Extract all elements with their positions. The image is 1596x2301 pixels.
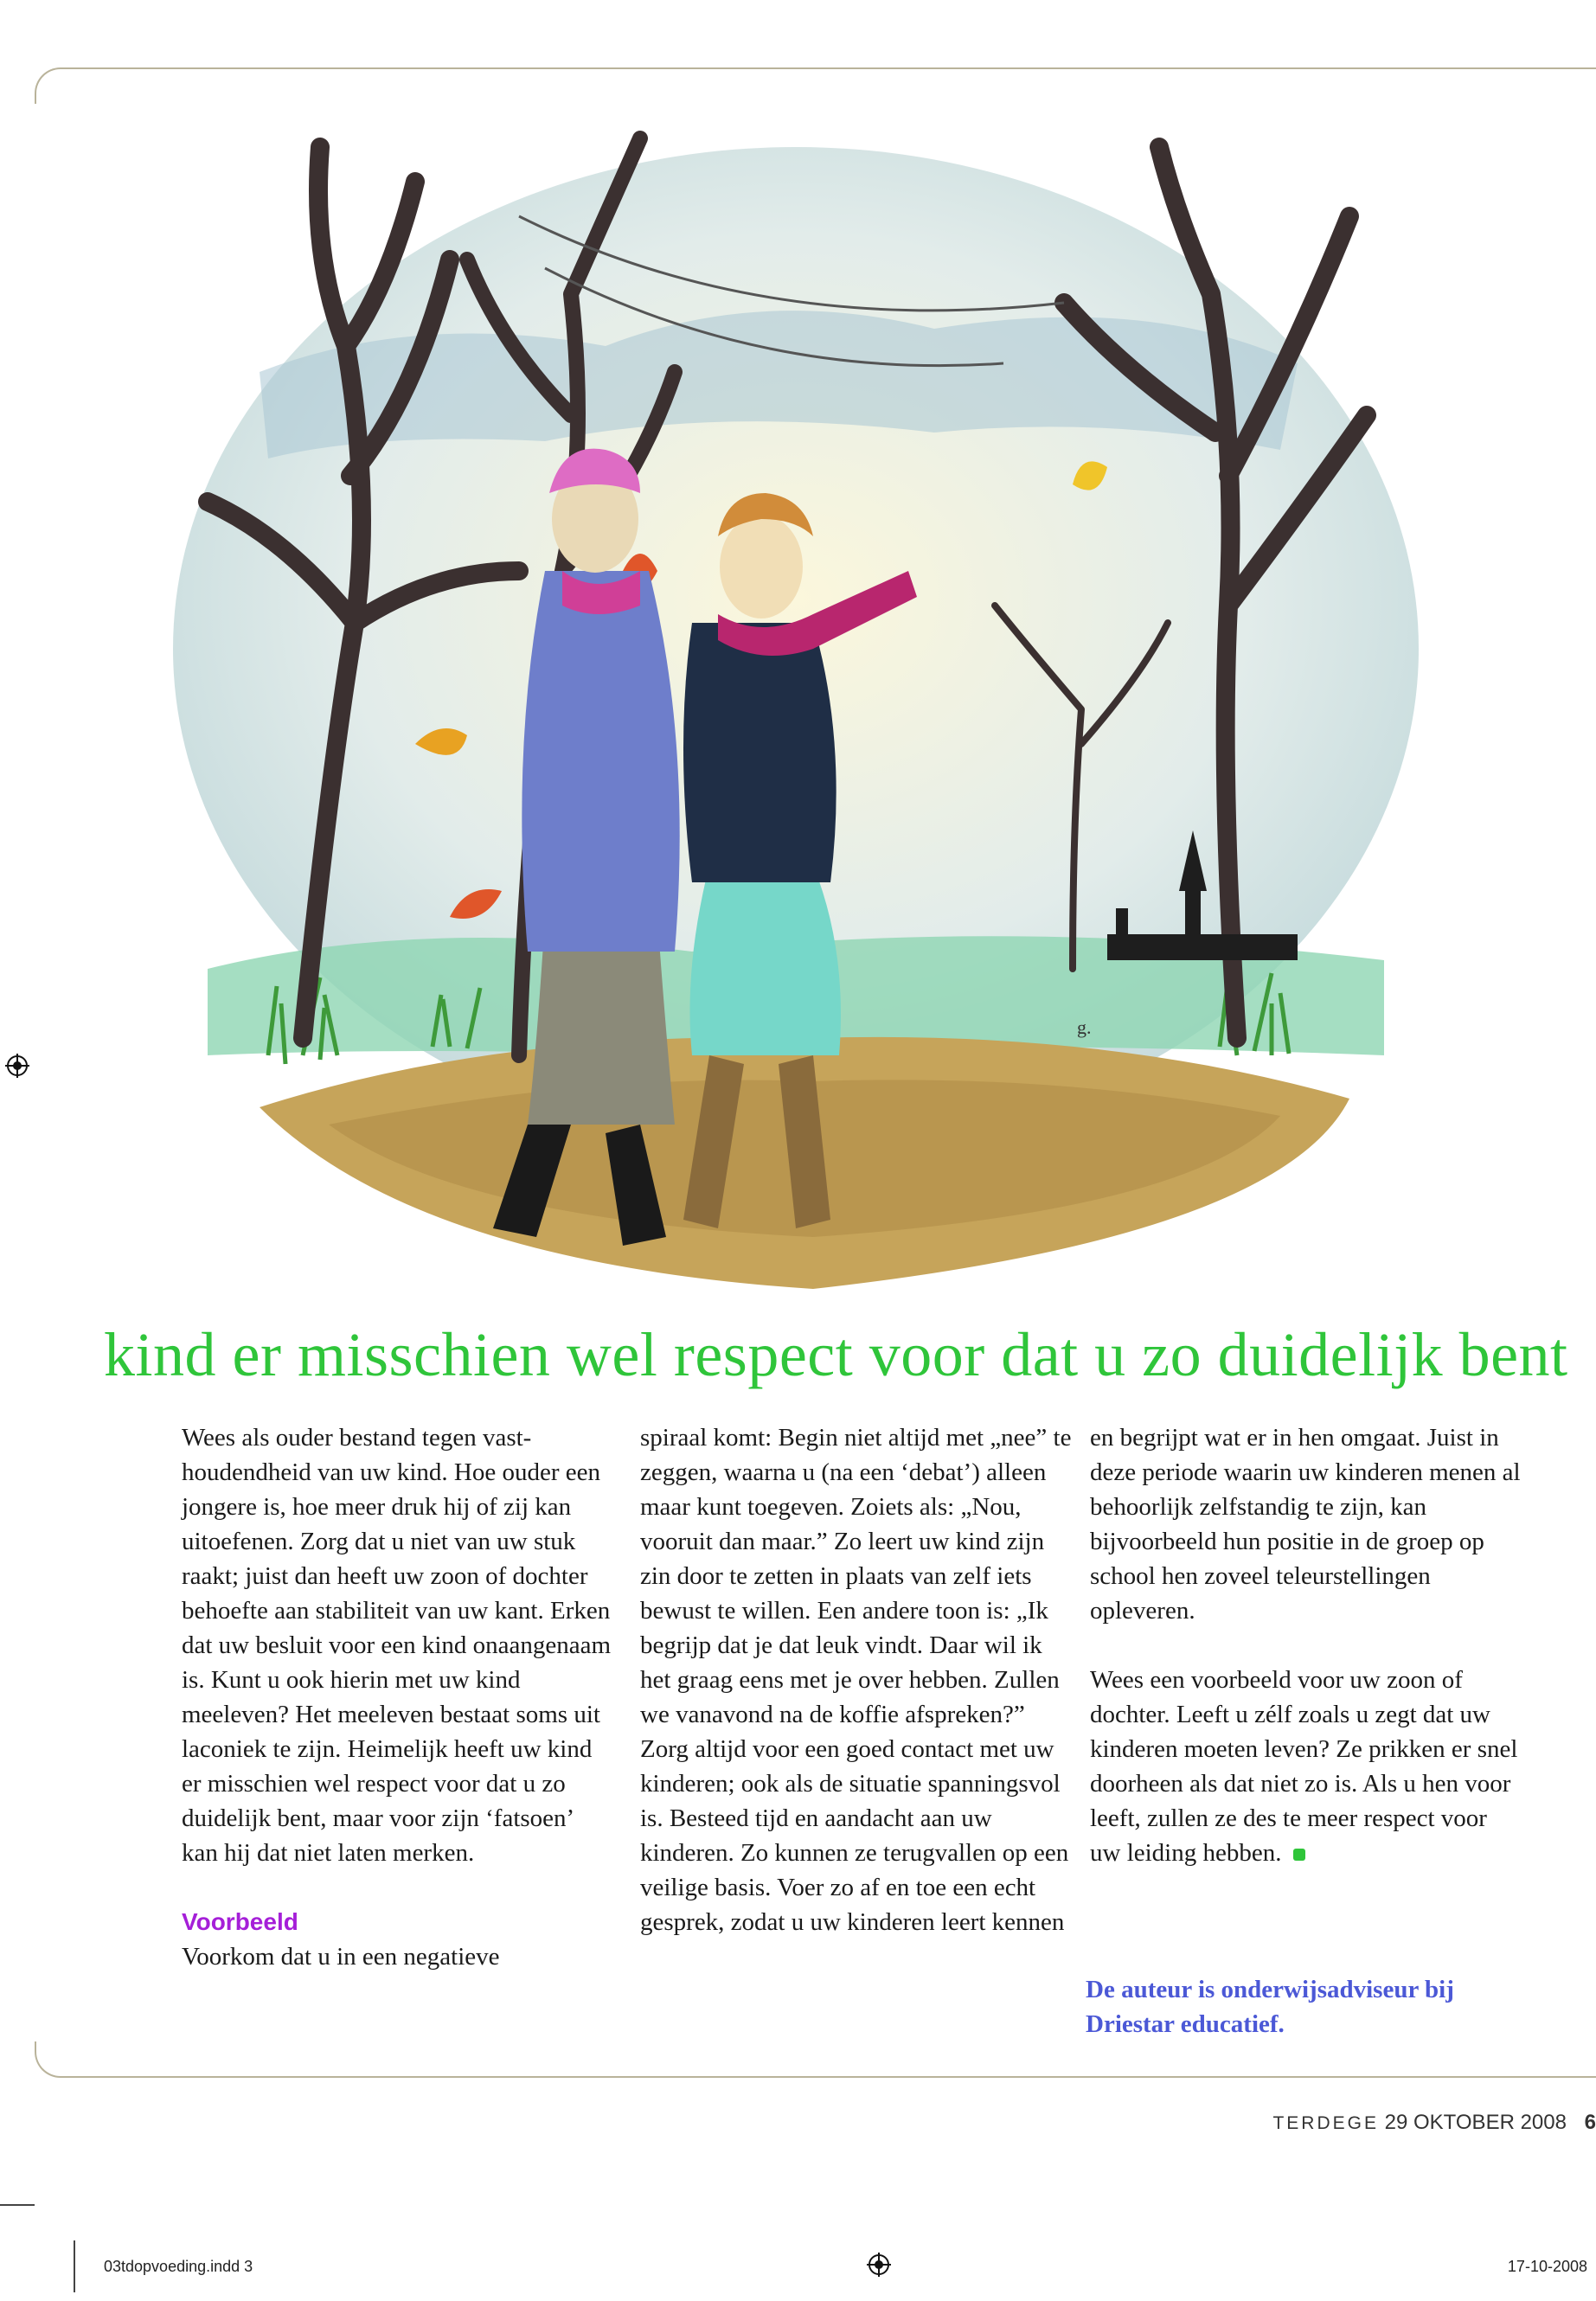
- body-paragraph: Zorg altijd voor een goed contact met uw kinderen; ook als de situatie spanningsvol is. Besteed tijd en aandacht aan uw kinderen. Zo kunnen ze terugvallen op een veilige basis. Voer zo af en toe een echt gesprek, zodat u uw kinderen leert kennen: [640, 1735, 1069, 1936]
- crop-mark: [0, 2204, 35, 2206]
- slug-date: 17-10-2008: [1507, 2258, 1587, 2275]
- registration-mark-icon: [5, 1054, 29, 1078]
- article-headline: kind er misschien wel respect voor dat u zo duidelijk bent: [104, 1320, 1568, 1389]
- magazine-name: TERDEGE: [1272, 2113, 1379, 2133]
- body-paragraph-text: Wees een voorbeeld voor uw zoon of dochter. Leeft u zélf zoals u zegt dat uw kinderen moeten leven? Ze prikken er snel doorheen als dat niet zo is. Als u hen voor leeft, zullen ze des te meer respect voor uw leiding hebben.: [1090, 1666, 1518, 1867]
- page-footer: [1272, 2111, 1596, 2135]
- registration-mark-icon: [867, 2253, 891, 2277]
- svg-text:g.: g.: [1077, 1016, 1092, 1038]
- text-column-2: [640, 1420, 1073, 1939]
- page-frame-bottom: [35, 2041, 1596, 2078]
- slug-filename: 03tdopvoeding.indd 3: [104, 2258, 253, 2275]
- body-paragraph: spiraal komt: Begin niet altijd met „nee” te zeggen, waarna u (na een ‘debat’) alleen maar kunt toegeven. Zoiets als: „Nou, vooruit dan maar.” Zo leert uw kind zijn zin door te zetten in plaats van zelf iets bewust te willen. Een andere toon is: „Ik begrijp dat je dat leuk vindt. Daar wil ik het graag eens met je over hebben. Zullen we vanavond na de koffie afspreken?”: [640, 1424, 1072, 1728]
- body-paragraph: en begrijpt wat er in hen omgaat. Juist in deze periode waarin uw kinderen menen al behoorlijk zelfstandig te zijn, kan bijvoorbeeld hun positie in de groep op school hen zoveel teleurstellingen opleveren.: [1090, 1424, 1521, 1625]
- issue-date: 29 OKTOBER 2008: [1384, 2111, 1567, 2134]
- body-paragraph-final: [1090, 1663, 1522, 1870]
- text-column-3: [1090, 1420, 1522, 1870]
- section-subhead: Voorbeeld: [182, 1908, 298, 1935]
- paragraph-gap: [1090, 1628, 1522, 1663]
- illustration-two-women-walking: [156, 87, 1419, 1315]
- end-of-article-mark: [1293, 1849, 1305, 1861]
- body-paragraph: Voorkom dat u in een negatieve: [182, 1943, 500, 1971]
- text-column-1: [182, 1420, 614, 1974]
- page-number: 6: [1584, 2111, 1596, 2134]
- body-paragraph: Wees als ouder bestand tegen vast-houdendheid van uw kind. Hoe ouder een jongere is, hoe meer druk hij of zij kan uitoefenen. Zorg dat u niet van uw stuk raakt; juist dan heeft uw zoon of dochter behoefte aan stabiliteit van uw kant. Erken dat uw besluit voor een kind onaangenaam is. Kunt u ook hierin met uw kind meeleven? Het meeleven bestaat soms uit laconiek te zijn. Heimelijk heeft uw kind er misschien wel respect voor dat u zo duidelijk bent, maar voor zijn ‘fatsoen’ kan hij dat niet laten merken.: [182, 1424, 612, 1867]
- author-note: De auteur is onderwijsadviseur bij Driestar educatief.: [1086, 1976, 1454, 2038]
- crop-mark: [74, 2240, 75, 2292]
